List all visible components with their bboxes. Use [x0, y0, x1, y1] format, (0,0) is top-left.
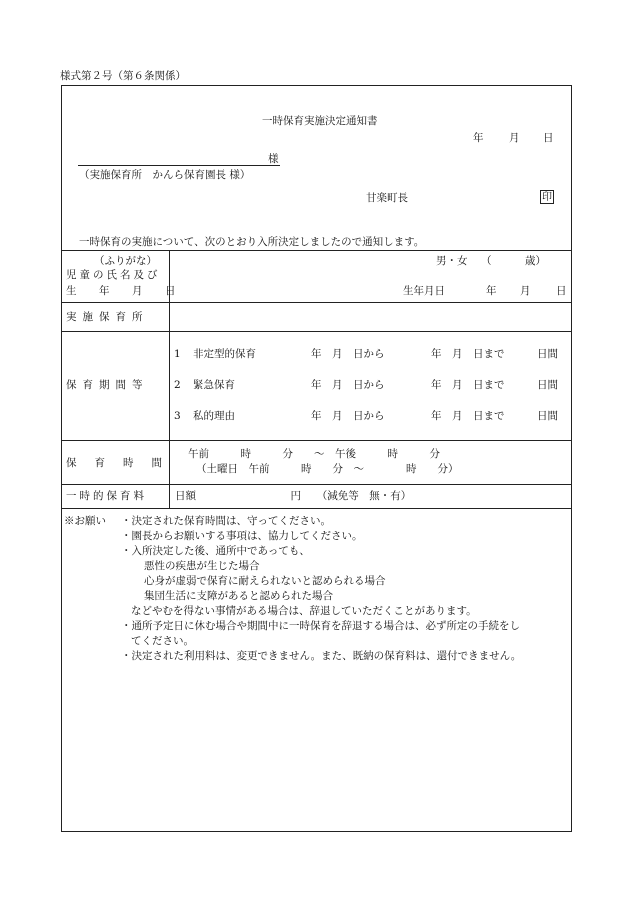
seal-mark: 印 [542, 192, 552, 203]
period-type: 緊急保育 [193, 379, 235, 391]
period-type: 私的理由 [193, 410, 235, 422]
note-line: などやむを得ない事情がある場合は、辞退していただくことがあります。 [131, 605, 477, 617]
furigana-label: （ふりがな） [94, 255, 157, 267]
issuer-name: 甘楽町長 [366, 192, 408, 204]
date-month: 月 [509, 132, 520, 144]
period-to: 年 月 日まで [431, 410, 505, 422]
note-line: 集団生活に支障があると認められた場合 [144, 590, 333, 602]
addressee-note: （実施保育所 かんら保育園長 様） [79, 169, 251, 181]
row-divider [61, 440, 572, 441]
row-divider [61, 331, 572, 332]
note-line: 悪性の疾患が生じた場合 [144, 560, 260, 572]
period-days: 日間 [537, 410, 558, 422]
birth-day: 日 [556, 285, 567, 297]
period-to: 年 月 日まで [431, 379, 505, 391]
birth-date-prefix: 生年月日 [403, 285, 445, 297]
hours-saturday: （土曜日 午前 時 分 ～ 時 分） [196, 463, 459, 475]
note-line: 心身が虚弱で保育に耐えられないと認められる場合 [144, 575, 386, 587]
period-from: 年 月 日から [311, 348, 385, 360]
hours-weekday: 午前 時 分 ～ 午後 時 分 [188, 448, 440, 460]
row-divider [61, 302, 572, 303]
period-from: 年 月 日から [311, 379, 385, 391]
date-year: 年 [473, 132, 484, 144]
document-title: 一時保育実施決定通知書 [262, 115, 378, 127]
fee-label: 一時的保育料 [66, 490, 147, 502]
note-line: てください。 [131, 635, 194, 647]
hours-label: 保育時間 [66, 457, 180, 469]
period-num: 1 [174, 348, 181, 360]
birth-year: 年 [486, 285, 497, 297]
period-from: 年 月 日から [311, 410, 385, 422]
period-num: 3 [174, 410, 181, 422]
period-to: 年 月 日まで [431, 348, 505, 360]
period-type: 非定型的保育 [193, 348, 256, 360]
date-day: 日 [543, 132, 554, 144]
birth-date-label: 生 年 月 日 [66, 285, 182, 297]
table-top-rule [61, 250, 572, 251]
note-line: ・入所決定した後、通所中であっても、 [121, 545, 310, 557]
period-label: 保育期間等 [66, 379, 149, 391]
period-days: 日間 [537, 348, 558, 360]
addressee-underline [78, 165, 280, 166]
note-line: ・園長からお願いする事項は、協力してください。 [121, 530, 363, 542]
row-divider [61, 508, 572, 509]
age-unit: 歳） [525, 255, 546, 267]
addressee-honorific: 様 [268, 153, 279, 165]
note-line: ・決定された保育時間は、守ってください。 [121, 515, 331, 527]
gender-options: 男・女 [436, 255, 468, 267]
period-num: 2 [174, 379, 181, 391]
row-divider [61, 484, 572, 485]
period-days: 日間 [537, 379, 558, 391]
notes-heading: ※お願い [64, 515, 106, 527]
child-name-label: 児童の氏名及び [66, 269, 161, 281]
intro-text: 一時保育の実施について、次のとおり入所決定しましたので通知します。 [79, 236, 425, 248]
age-open: （ [481, 255, 492, 267]
form-number: 様式第２号（第６条関係） [60, 70, 186, 82]
birth-month: 月 [520, 285, 531, 297]
fee-text: 日額 円 （減免等 無・有） [175, 490, 412, 502]
facility-label: 実施保育所 [66, 311, 149, 323]
note-line: ・決定された利用料は、変更できません。また、既納の保育料は、還付できません。 [121, 650, 522, 662]
note-line: ・通所予定日に休む場合や期間中に一時保育を辞退する場合は、必ず所定の手続をし [121, 620, 520, 632]
